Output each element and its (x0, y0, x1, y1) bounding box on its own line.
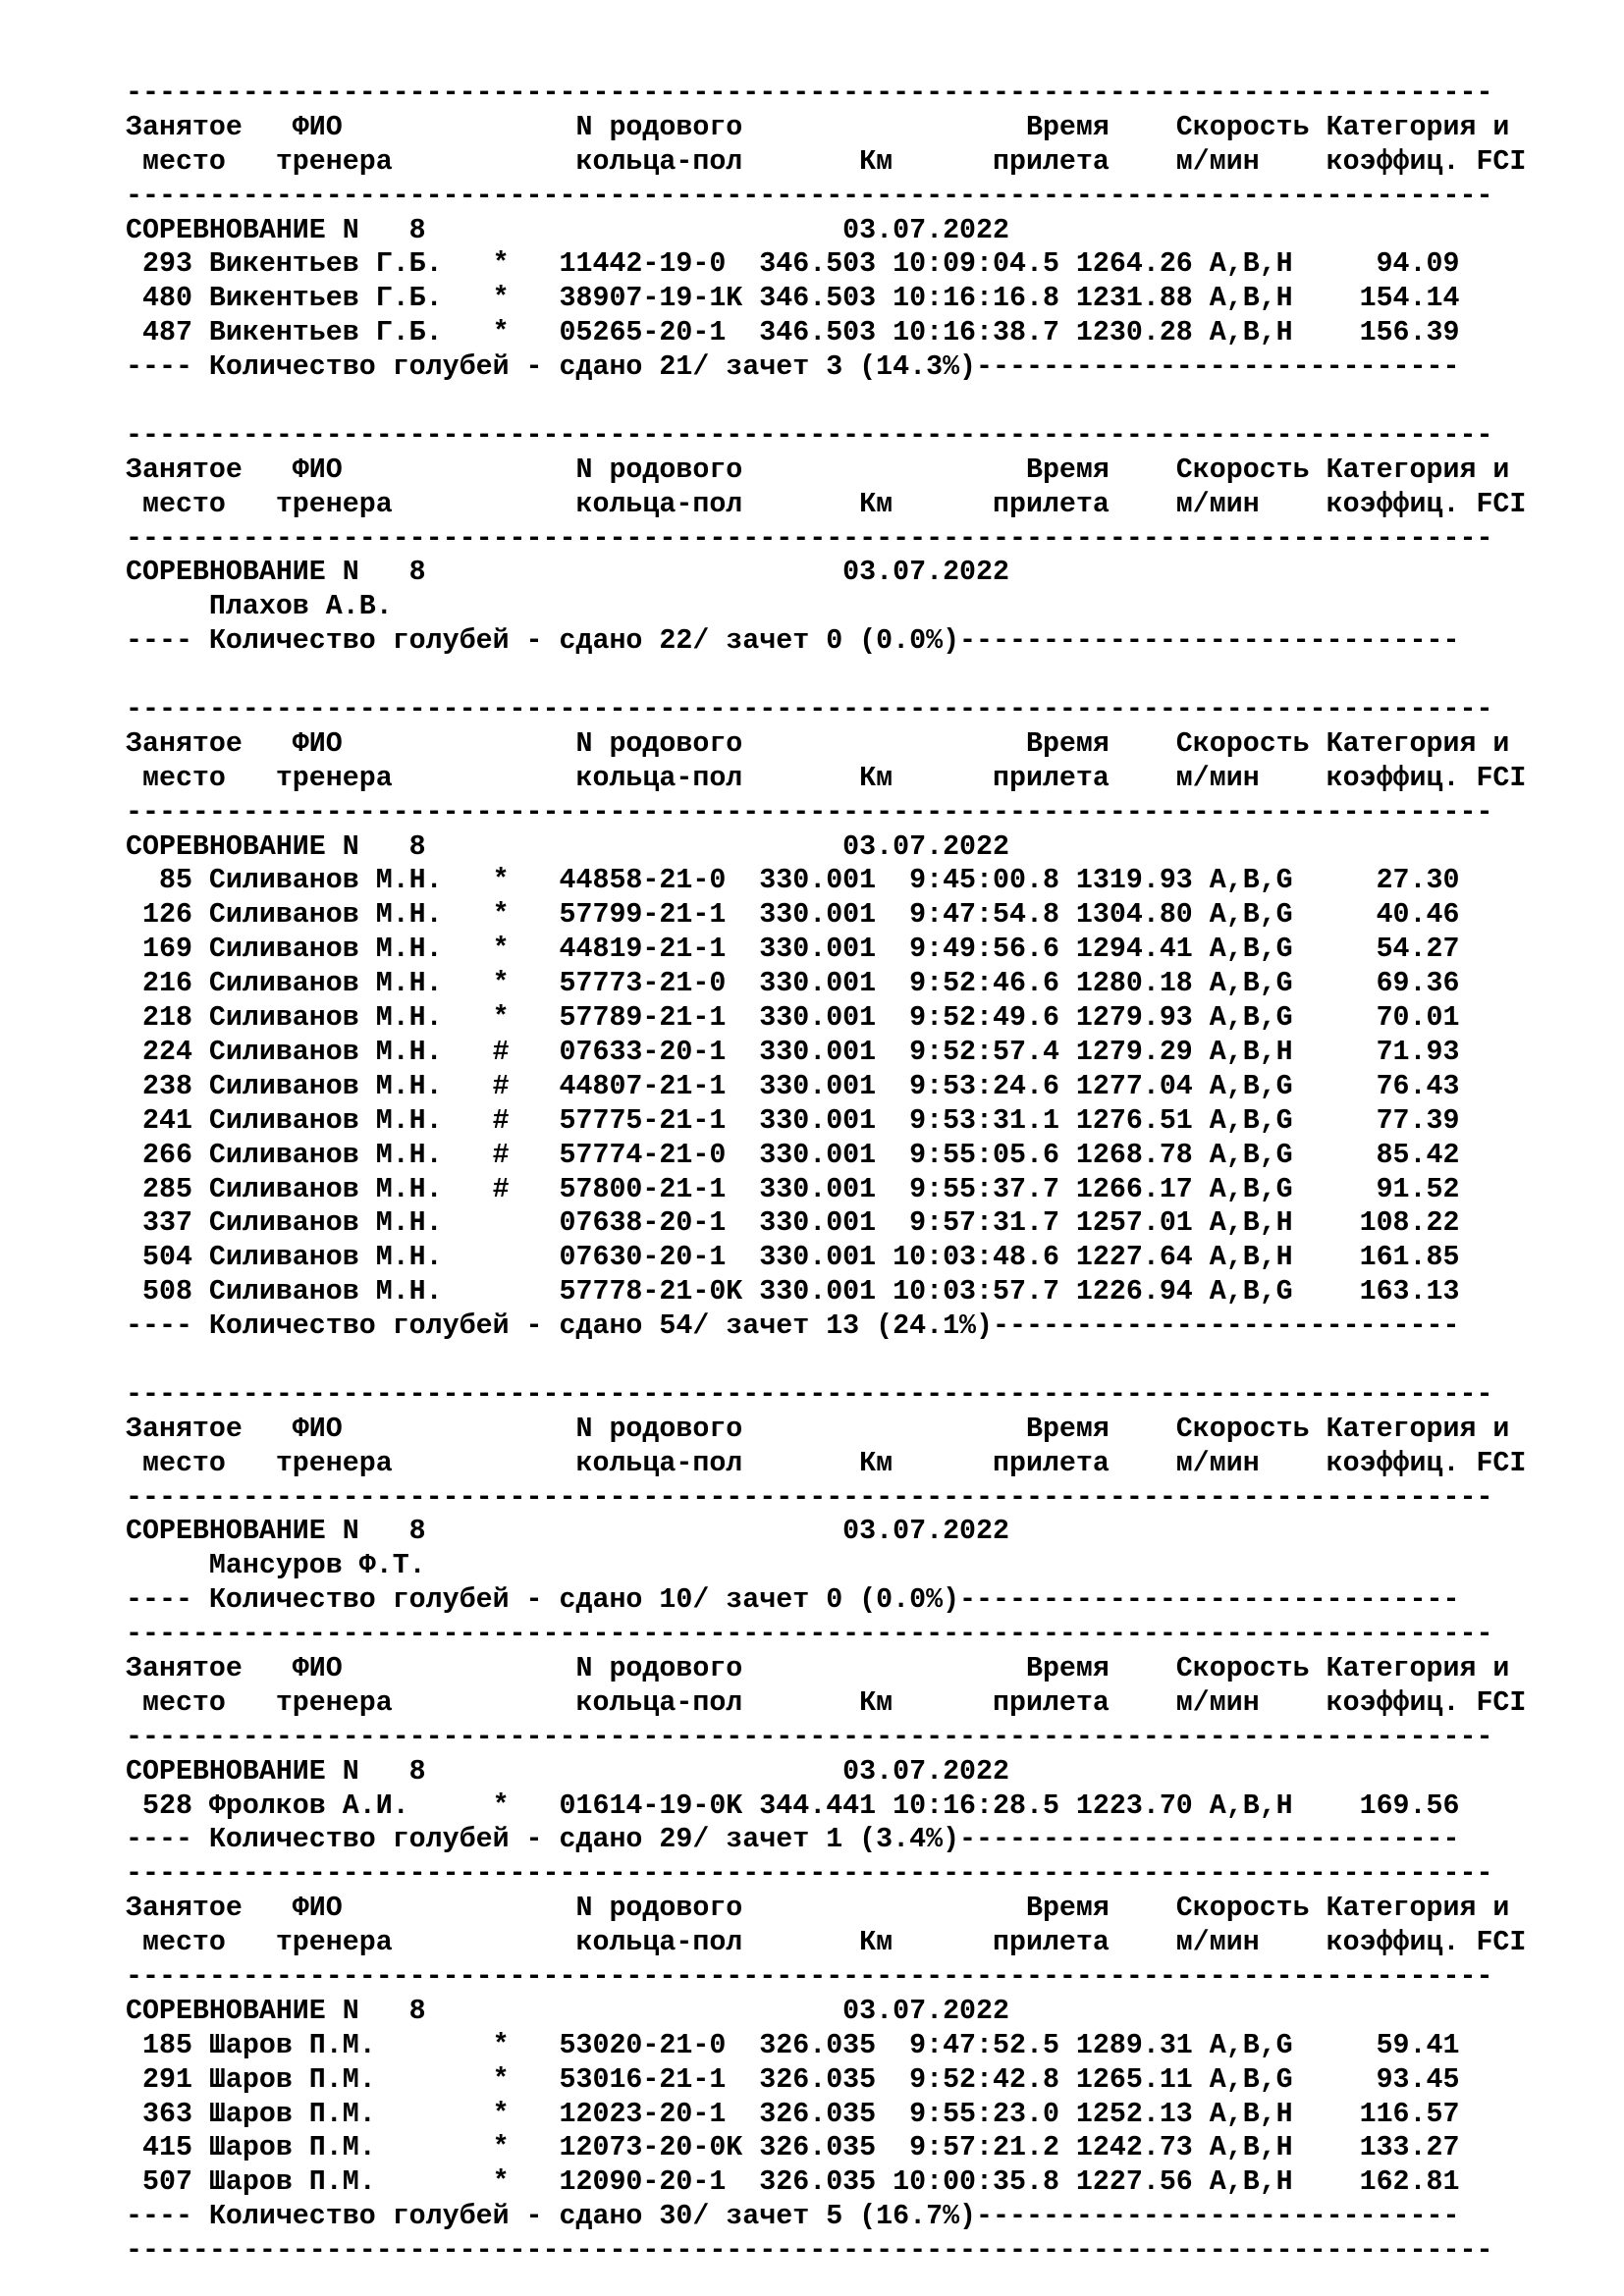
summary-line: ---- Количество голубей - сдано 21/ зачет 3 (14.3%)----------------------------- (126, 351, 1460, 384)
result-row: 185 Шаров П.М. * 53020-21-0 326.035 9:47:52.5 1289.31 A,B,G 59.41 (126, 2029, 1460, 2061)
header-row-2: место тренера кольца-пол Км прилета м/мин коэффиц. FCI (126, 1927, 1527, 1959)
header-row-2: место тренера кольца-пол Км прилета м/мин коэффиц. FCI (126, 488, 1527, 520)
blank-gap (126, 385, 1608, 419)
result-row: 337 Силиванов М.Н. 07638-20-1 330.001 9:57:31.7 1257.01 A,B,H 108.22 (126, 1207, 1460, 1240)
header-row-1: Занятое ФИО N родового Время Скорость Категория и (126, 727, 1510, 760)
separator-line: ---------------------------------------------------------------------------------- (126, 694, 1493, 726)
section-title: СОРЕВНОВАНИЕ N 8 03.07.2022 (126, 557, 1009, 589)
result-row: 216 Силиванов М.Н. * 57773-21-0 330.001 9:52:46.6 1280.18 A,B,G 69.36 (126, 968, 1460, 1000)
result-row: 480 Викентьев Г.Б. * 38907-19-1K 346.503 10:16:16.8 1231.88 A,B,H 154.14 (126, 283, 1460, 315)
result-row: 126 Силиванов М.Н. * 57799-21-1 330.001 9:47:54.8 1304.80 A,B,G 40.46 (126, 899, 1460, 932)
result-row: 508 Силиванов М.Н. 57778-21-0K 330.001 10:03:57.7 1226.94 A,B,G 163.13 (126, 1276, 1460, 1308)
result-row: Мансуров Ф.Т. (126, 1550, 426, 1582)
result-row: 266 Силиванов М.Н. # 57774-21-0 330.001 9:55:05.6 1268.78 A,B,G 85.42 (126, 1139, 1460, 1171)
result-row: 285 Силиванов М.Н. # 57800-21-1 330.001 9:55:37.7 1266.17 A,B,G 91.52 (126, 1173, 1460, 1205)
result-row: 241 Силиванов М.Н. # 57775-21-1 330.001 9:53:31.1 1276.51 A,B,G 77.39 (126, 1104, 1460, 1137)
result-row: 291 Шаров П.М. * 53016-21-1 326.035 9:52:42.8 1265.11 A,B,G 93.45 (126, 2063, 1460, 2096)
separator-line: ---------------------------------------------------------------------------------- (126, 1378, 1493, 1411)
header-row-2: место тренера кольца-пол Км прилета м/мин коэффиц. FCI (126, 1447, 1527, 1479)
separator-line: ---------------------------------------------------------------------------------- (126, 1619, 1493, 1651)
section-title: СОРЕВНОВАНИЕ N 8 03.07.2022 (126, 830, 1009, 863)
result-row: 218 Силиванов М.Н. * 57789-21-1 330.001 9:52:49.6 1279.93 A,B,G 70.01 (126, 1002, 1460, 1035)
separator-line: ---------------------------------------------------------------------------------- (126, 522, 1493, 555)
section-title: СОРЕВНОВАНИЕ N 8 03.07.2022 (126, 1755, 1009, 1788)
blank-gap (126, 659, 1608, 693)
header-row-2: место тренера кольца-пол Км прилета м/мин коэффиц. FCI (126, 1686, 1527, 1719)
header-row-2: место тренера кольца-пол Км прилета м/мин коэффиц. FCI (126, 762, 1527, 794)
section-title: СОРЕВНОВАНИЕ N 8 03.07.2022 (126, 1516, 1009, 1548)
header-row-1: Занятое ФИО N родового Время Скорость Категория и (126, 111, 1510, 143)
result-row: 85 Силиванов М.Н. * 44858-21-0 330.001 9:45:00.8 1319.93 A,B,G 27.30 (126, 865, 1460, 897)
separator-line: ---------------------------------------------------------------------------------- (126, 419, 1493, 452)
separator-line: ---------------------------------------------------------------------------------- (126, 1481, 1493, 1514)
header-row-1: Занятое ФИО N родового Время Скорость Категория и (126, 1413, 1510, 1445)
result-row: Плахов А.В. (126, 591, 393, 623)
result-row: 487 Викентьев Г.Б. * 05265-20-1 346.503 10:16:38.7 1230.28 A,B,H 156.39 (126, 317, 1460, 349)
result-row: 224 Силиванов М.Н. # 07633-20-1 330.001 9:52:57.4 1279.29 A,B,H 71.93 (126, 1036, 1460, 1068)
header-row-1: Занятое ФИО N родового Время Скорость Категория и (126, 1893, 1510, 1925)
result-row: 507 Шаров П.М. * 12090-20-1 326.035 10:00:35.8 1227.56 A,B,H 162.81 (126, 2166, 1460, 2199)
separator-line: ---------------------------------------------------------------------------------- (126, 1721, 1493, 1753)
result-row: 238 Силиванов М.Н. # 44807-21-1 330.001 9:53:24.6 1277.04 A,B,G 76.43 (126, 1070, 1460, 1102)
section-title: СОРЕВНОВАНИЕ N 8 03.07.2022 (126, 214, 1009, 246)
separator-line: ---------------------------------------------------------------------------------- (126, 1858, 1493, 1891)
separator-line: ---------------------------------------------------------------------------------- (126, 78, 1493, 109)
result-row: 504 Силиванов М.Н. 07630-20-1 330.001 10:03:48.6 1227.64 A,B,H 161.85 (126, 1242, 1460, 1274)
summary-line: ---- Количество голубей - сдано 10/ зачет 0 (0.0%)------------------------------ (126, 1584, 1460, 1617)
summary-line: ---- Количество голубей - сдано 29/ зачет 1 (3.4%)------------------------------ (126, 1824, 1460, 1856)
result-row: 528 Фролков А.И. * 01614-19-0K 344.441 10:16:28.5 1223.70 A,B,H 169.56 (126, 1789, 1460, 1822)
header-row-2: место тренера кольца-пол Км прилета м/мин коэффиц. FCI (126, 145, 1527, 178)
summary-line: ---- Количество голубей - сдано 30/ зачет 5 (16.7%)----------------------------- (126, 2201, 1460, 2233)
blank-gap (126, 1344, 1608, 1378)
result-row: 169 Силиванов М.Н. * 44819-21-1 330.001 9:49:56.6 1294.41 A,B,G 54.27 (126, 934, 1460, 966)
separator-line: ---------------------------------------------------------------------------------- (126, 2235, 1493, 2268)
header-row-1: Занятое ФИО N родового Время Скорость Категория и (126, 1652, 1510, 1684)
result-row: 415 Шаров П.М. * 12073-20-0K 326.035 9:57:21.2 1242.73 A,B,H 133.27 (126, 2132, 1460, 2164)
result-row: 363 Шаров П.М. * 12023-20-1 326.035 9:55:23.0 1252.13 A,B,H 116.57 (126, 2098, 1460, 2130)
summary-line: ---- Количество голубей - сдано 22/ зачет 0 (0.0%)------------------------------ (126, 625, 1460, 658)
separator-line: ---------------------------------------------------------------------------------- (126, 1960, 1493, 1993)
result-row: 293 Викентьев Г.Б. * 11442-19-0 346.503 10:09:04.5 1264.26 A,B,H 94.09 (126, 248, 1460, 281)
summary-line: ---- Количество голубей - сдано 54/ зачет 13 (24.1%)---------------------------- (126, 1310, 1460, 1343)
header-row-1: Занятое ФИО N родового Время Скорость Категория и (126, 454, 1510, 486)
race-results-document (126, 77, 1608, 2269)
section-title: СОРЕВНОВАНИЕ N 8 03.07.2022 (126, 1995, 1009, 2027)
separator-line: ---------------------------------------------------------------------------------- (126, 796, 1493, 828)
separator-line: ---------------------------------------------------------------------------------- (126, 180, 1493, 212)
